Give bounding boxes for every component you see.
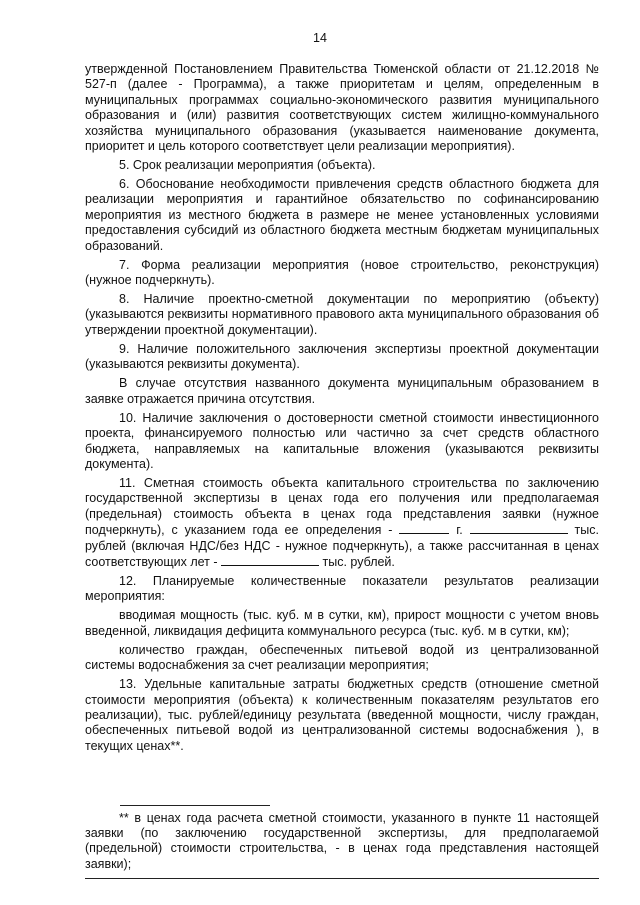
paragraph-continuation: утвержденной Постановлением Правительства Тюменской области от 21.12.2018 № 527-п (далее - Программа), а также приоритетам и целям, определенным в муниципальных программах социально-экономического развития муниципального образования и (или) развития соответствующих систем жилищно-коммунального хозяйства муниципального образования (указывается наименование документа, приоритет и цель которого соответствует цели реализации мероприятия). bbox=[85, 62, 599, 154]
paragraph-7: 7. Форма реализации мероприятия (новое строительство, реконструкция) (нужное подчеркнуть). bbox=[85, 257, 599, 288]
cost-by-years-blank bbox=[221, 554, 319, 566]
document-body bbox=[85, 62, 599, 758]
paragraph-11 bbox=[85, 476, 599, 570]
page-number: 14 bbox=[313, 31, 327, 45]
paragraph-6: 6. Обоснование необходимости привлечения средств областного бюджета для реализации мероприятия и гарантийное обязательство по софинансированию мероприятия из местного бюджета в размере не менее установленных условиями предоставления субсидий из областного бюджета местным бюджетам муниципальных образований. bbox=[85, 177, 599, 253]
year-blank bbox=[399, 522, 449, 534]
paragraph-9: 9. Наличие положительного заключения экспертизы проектной документации (указываются реквизиты документа). bbox=[85, 341, 599, 372]
cost-blank bbox=[470, 522, 568, 534]
paragraph-12-citizens: количество граждан, обеспеченных питьевой водой из централизованной системы водоснабжения за счет реализации мероприятия; bbox=[85, 642, 599, 673]
paragraph-11-text-d: тыс. рублей. bbox=[322, 554, 395, 569]
footnote bbox=[85, 811, 599, 872]
bottom-rule bbox=[85, 878, 599, 879]
paragraph-11-text-a: 11. Сметная стоимость объекта капитального строительства по заключению государственной экспертизы в ценах года его получения или предполагаемая (предельная) стоимость объекта в ценах года представления заявки (нужное подчеркнуть), с указанием года ее определения - bbox=[85, 475, 599, 538]
paragraph-11-text-b: г. bbox=[456, 523, 463, 538]
paragraph-10: 10. Наличие заключения о достоверности сметной стоимости инвестиционного проекта, финансируемого полностью или частично за счет средств областного бюджета, направляемых на капитальные вложения (указываются реквизиты документа). bbox=[85, 410, 599, 471]
footnote-separator bbox=[120, 805, 270, 806]
footnote-text: ** в ценах года расчета сметной стоимости, указанного в пункте 11 настоящей заявки (по заключению государственной экспертизы, для предполагаемой (предельной) стоимости строительства, - в ценах года представления настоящей заявки); bbox=[85, 811, 599, 871]
paragraph-9-note: В случае отсутствия названного документа муниципальным образованием в заявке отражается причина отсутствия. bbox=[85, 376, 599, 406]
paragraph-5: 5. Срок реализации мероприятия (объекта). bbox=[119, 158, 376, 173]
paragraph-12-capacity: вводимая мощность (тыс. куб. м в сутки, км), прирост мощности с учетом вновь введенной, ликвидация дефицита коммунального ресурса (тыс. куб. м в сутки, км); bbox=[85, 608, 599, 638]
paragraph-11-text-c: тыс. рублей (включая НДС/без НДС - нужное подчеркнуть), а также рассчитанная в ценах соответствующих лет - bbox=[85, 523, 599, 569]
paragraph-8: 8. Наличие проектно-сметной документации по мероприятию (объекту) (указываются реквизиты нормативного правового акта муниципального образования об утверждении проектной документации). bbox=[85, 292, 599, 337]
paragraph-13: 13. Удельные капитальные затраты бюджетных средств (отношение сметной стоимости мероприятия (объекта) к количественным показателям результатов его реализации), тыс. рублей/единицу результата (введенной мощности, числу граждан, обеспеченных питьевой водой из централизованной системы водоснабжения ), в текущих ценах**. bbox=[85, 677, 599, 753]
paragraph-12: 12. Планируемые количественные показатели результатов реализации мероприятия: bbox=[85, 573, 599, 604]
